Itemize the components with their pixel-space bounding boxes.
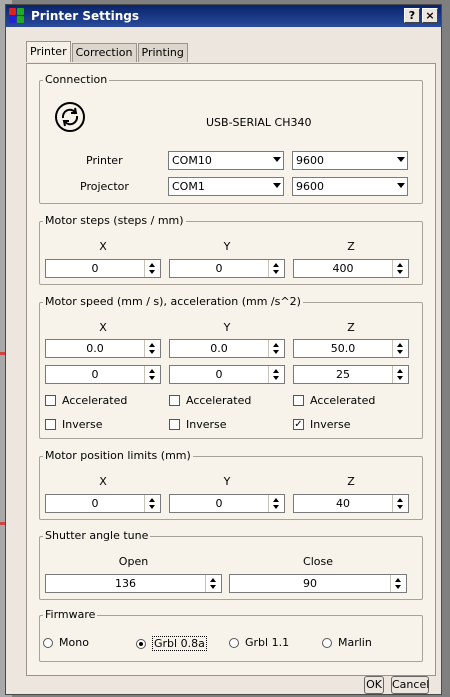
stepper-buttons[interactable]	[392, 260, 408, 277]
limit-x-value: 0	[91, 497, 99, 510]
chevron-up-icon	[273, 498, 279, 502]
firmware-marlin-radio[interactable]	[322, 636, 372, 649]
projector-label: Projector	[80, 180, 129, 193]
axis-x-label: X	[99, 240, 107, 253]
radio-dot	[322, 638, 332, 648]
projector-baud-select[interactable]	[292, 177, 408, 196]
motor-limits-title: Motor position limits (mm)	[45, 449, 191, 462]
title-bar[interactable]	[6, 5, 441, 27]
speed-y-value: 0.0	[210, 342, 228, 355]
chevron-down-icon	[273, 350, 279, 354]
stepper-buttons[interactable]	[392, 495, 408, 512]
steps-y-value: 0	[215, 262, 223, 275]
axis-z-label: Z	[347, 321, 355, 334]
shutter-open-spinbox[interactable]	[45, 574, 222, 593]
printer-settings-dialog	[5, 4, 442, 695]
checkbox-box	[45, 395, 56, 406]
tab-correction[interactable]: Correction	[72, 43, 137, 62]
motor-speed-title: Motor speed (mm / s), acceleration (mm /s^2)	[45, 295, 301, 308]
inverse-y-checkbox[interactable]	[169, 418, 227, 431]
chevron-up-icon	[273, 343, 279, 347]
axis-x-label: X	[99, 321, 107, 334]
chevron-up-icon	[397, 343, 403, 347]
accelerated-y-checkbox[interactable]	[169, 394, 251, 407]
radio-dot	[229, 638, 239, 648]
limit-z-value: 40	[336, 497, 350, 510]
ok-button[interactable]: OK	[364, 676, 384, 694]
steps-x-value: 0	[91, 262, 99, 275]
shutter-title: Shutter angle tune	[45, 529, 149, 542]
chevron-up-icon	[149, 498, 155, 502]
speed-x-value: 0.0	[86, 342, 104, 355]
checkbox-label: Inverse	[186, 418, 227, 431]
shutter-open-value: 136	[115, 577, 136, 590]
firmware-title: Firmware	[45, 608, 96, 621]
stepper-buttons[interactable]	[268, 340, 284, 357]
chevron-down-icon	[273, 505, 279, 509]
help-button[interactable]: ?	[404, 8, 420, 23]
chevron-down-icon	[397, 376, 403, 380]
connection-title: Connection	[45, 73, 108, 86]
inverse-x-checkbox[interactable]	[45, 418, 103, 431]
steps-z-value: 400	[332, 262, 354, 275]
printer-port-select[interactable]	[168, 151, 284, 170]
steps-z-spinbox[interactable]	[293, 259, 409, 278]
chevron-down-icon	[149, 350, 155, 354]
chevron-down-icon	[395, 585, 401, 589]
firmware-grbl11-radio[interactable]	[229, 636, 289, 649]
checkbox-box	[169, 419, 180, 430]
firmware-mono-radio[interactable]	[43, 636, 89, 649]
stepper-buttons[interactable]	[144, 260, 160, 277]
motor-limits-group	[39, 449, 423, 520]
accel-z-value: 25	[336, 368, 350, 381]
device-name: USB-SERIAL CH340	[206, 116, 312, 129]
chevron-up-icon	[395, 578, 401, 582]
radio-dot	[43, 638, 53, 648]
limit-z-spinbox[interactable]	[293, 494, 409, 513]
radio-label: Grbl 1.1	[245, 636, 290, 649]
accelerated-x-checkbox[interactable]	[45, 394, 127, 407]
tab-printing[interactable]: Printing	[138, 43, 188, 62]
projector-baud-value: 9600	[296, 180, 324, 193]
shutter-group	[39, 529, 423, 600]
shutter-close-spinbox[interactable]	[229, 574, 407, 593]
chevron-up-icon	[397, 263, 403, 267]
motor-speed-group	[39, 295, 423, 439]
projector-port-select[interactable]	[168, 177, 284, 196]
axis-y-label: Y	[223, 475, 231, 488]
speed-z-value: 50.0	[330, 342, 356, 355]
chevron-up-icon	[397, 369, 403, 373]
stepper-buttons[interactable]	[144, 495, 160, 512]
limit-y-spinbox[interactable]	[169, 494, 285, 513]
connection-group	[39, 73, 423, 204]
refresh-icon[interactable]	[54, 101, 86, 133]
close-label: Close	[303, 555, 333, 568]
chevron-down-icon	[149, 270, 155, 274]
chevron-up-icon	[149, 369, 155, 373]
chevron-down-icon	[210, 585, 216, 589]
stepper-buttons[interactable]	[390, 575, 406, 592]
checkbox-label: Accelerated	[186, 394, 252, 407]
limit-x-spinbox[interactable]	[45, 494, 161, 513]
stepper-buttons[interactable]	[268, 260, 284, 277]
chevron-down-icon	[149, 376, 155, 380]
speed-z-spinbox[interactable]	[293, 339, 409, 358]
stepper-buttons[interactable]	[392, 340, 408, 357]
accel-z-spinbox[interactable]	[293, 365, 409, 384]
chevron-down-icon	[273, 270, 279, 274]
limit-y-value: 0	[215, 497, 223, 510]
chevron-up-icon	[273, 263, 279, 267]
accelerated-z-checkbox[interactable]	[293, 394, 375, 407]
chevron-down-icon	[397, 270, 403, 274]
printer-port-value: COM10	[172, 154, 212, 167]
chevron-down-icon	[397, 350, 403, 354]
printer-label: Printer	[86, 154, 123, 167]
window-title: Printer Settings	[31, 9, 139, 23]
stepper-buttons[interactable]	[268, 366, 284, 383]
axis-z-label: Z	[347, 475, 355, 488]
accel-x-value: 0	[91, 368, 99, 381]
speed-y-spinbox[interactable]	[169, 339, 285, 358]
shutter-close-value: 90	[303, 577, 317, 590]
radio-dot-selected	[136, 639, 146, 649]
stepper-buttons[interactable]	[205, 575, 221, 592]
checkbox-label: Accelerated	[62, 394, 128, 407]
radio-label: Mono	[59, 636, 89, 649]
accel-y-spinbox[interactable]	[169, 365, 285, 384]
firmware-group	[39, 608, 423, 662]
motor-steps-title: Motor steps (steps / mm)	[45, 214, 184, 227]
close-button[interactable]: ×	[422, 8, 438, 23]
printer-tab-panel	[26, 63, 436, 676]
chevron-up-icon	[273, 369, 279, 373]
stepper-buttons[interactable]	[268, 495, 284, 512]
axis-y-label: Y	[223, 321, 231, 334]
tab-bar	[26, 43, 189, 62]
accel-y-value: 0	[215, 368, 223, 381]
checkbox-box	[169, 395, 180, 406]
axis-x-label: X	[99, 475, 107, 488]
steps-y-spinbox[interactable]	[169, 259, 285, 278]
speed-x-spinbox[interactable]	[45, 339, 161, 358]
radio-label: Grbl 0.8a	[154, 637, 205, 650]
motor-steps-group	[39, 214, 423, 285]
chevron-up-icon	[210, 578, 216, 582]
checkbox-box	[45, 419, 56, 430]
chevron-down-icon	[273, 183, 281, 188]
firmware-grbl08a-radio[interactable]	[136, 636, 207, 651]
checkbox-label: Inverse	[62, 418, 103, 431]
accel-x-spinbox[interactable]	[45, 365, 161, 384]
steps-x-spinbox[interactable]	[45, 259, 161, 278]
stepper-buttons[interactable]	[392, 366, 408, 383]
stepper-buttons[interactable]	[144, 340, 160, 357]
checkbox-label: Inverse	[310, 418, 351, 431]
printer-baud-value: 9600	[296, 154, 324, 167]
chevron-down-icon	[273, 376, 279, 380]
chevron-down-icon	[397, 505, 403, 509]
chevron-down-icon	[149, 505, 155, 509]
checkbox-label: Accelerated	[310, 394, 376, 407]
checkbox-box	[293, 395, 304, 406]
projector-port-value: COM1	[172, 180, 205, 193]
chevron-down-icon	[397, 183, 405, 188]
chevron-up-icon	[149, 263, 155, 267]
open-label: Open	[118, 555, 149, 568]
axis-z-label: Z	[347, 240, 355, 253]
axis-y-label: Y	[223, 240, 231, 253]
checkmark-icon: ✓	[294, 419, 303, 430]
chevron-down-icon	[273, 157, 281, 162]
radio-label: Marlin	[338, 636, 372, 649]
stepper-buttons[interactable]	[144, 366, 160, 383]
printer-baud-select[interactable]	[292, 151, 408, 170]
tab-printer[interactable]: Printer	[26, 41, 71, 62]
cancel-button[interactable]: Cancel	[391, 676, 429, 694]
app-icon	[9, 8, 25, 24]
inverse-z-checkbox[interactable]	[293, 418, 351, 431]
chevron-up-icon	[149, 343, 155, 347]
chevron-down-icon	[397, 157, 405, 162]
chevron-up-icon	[397, 498, 403, 502]
